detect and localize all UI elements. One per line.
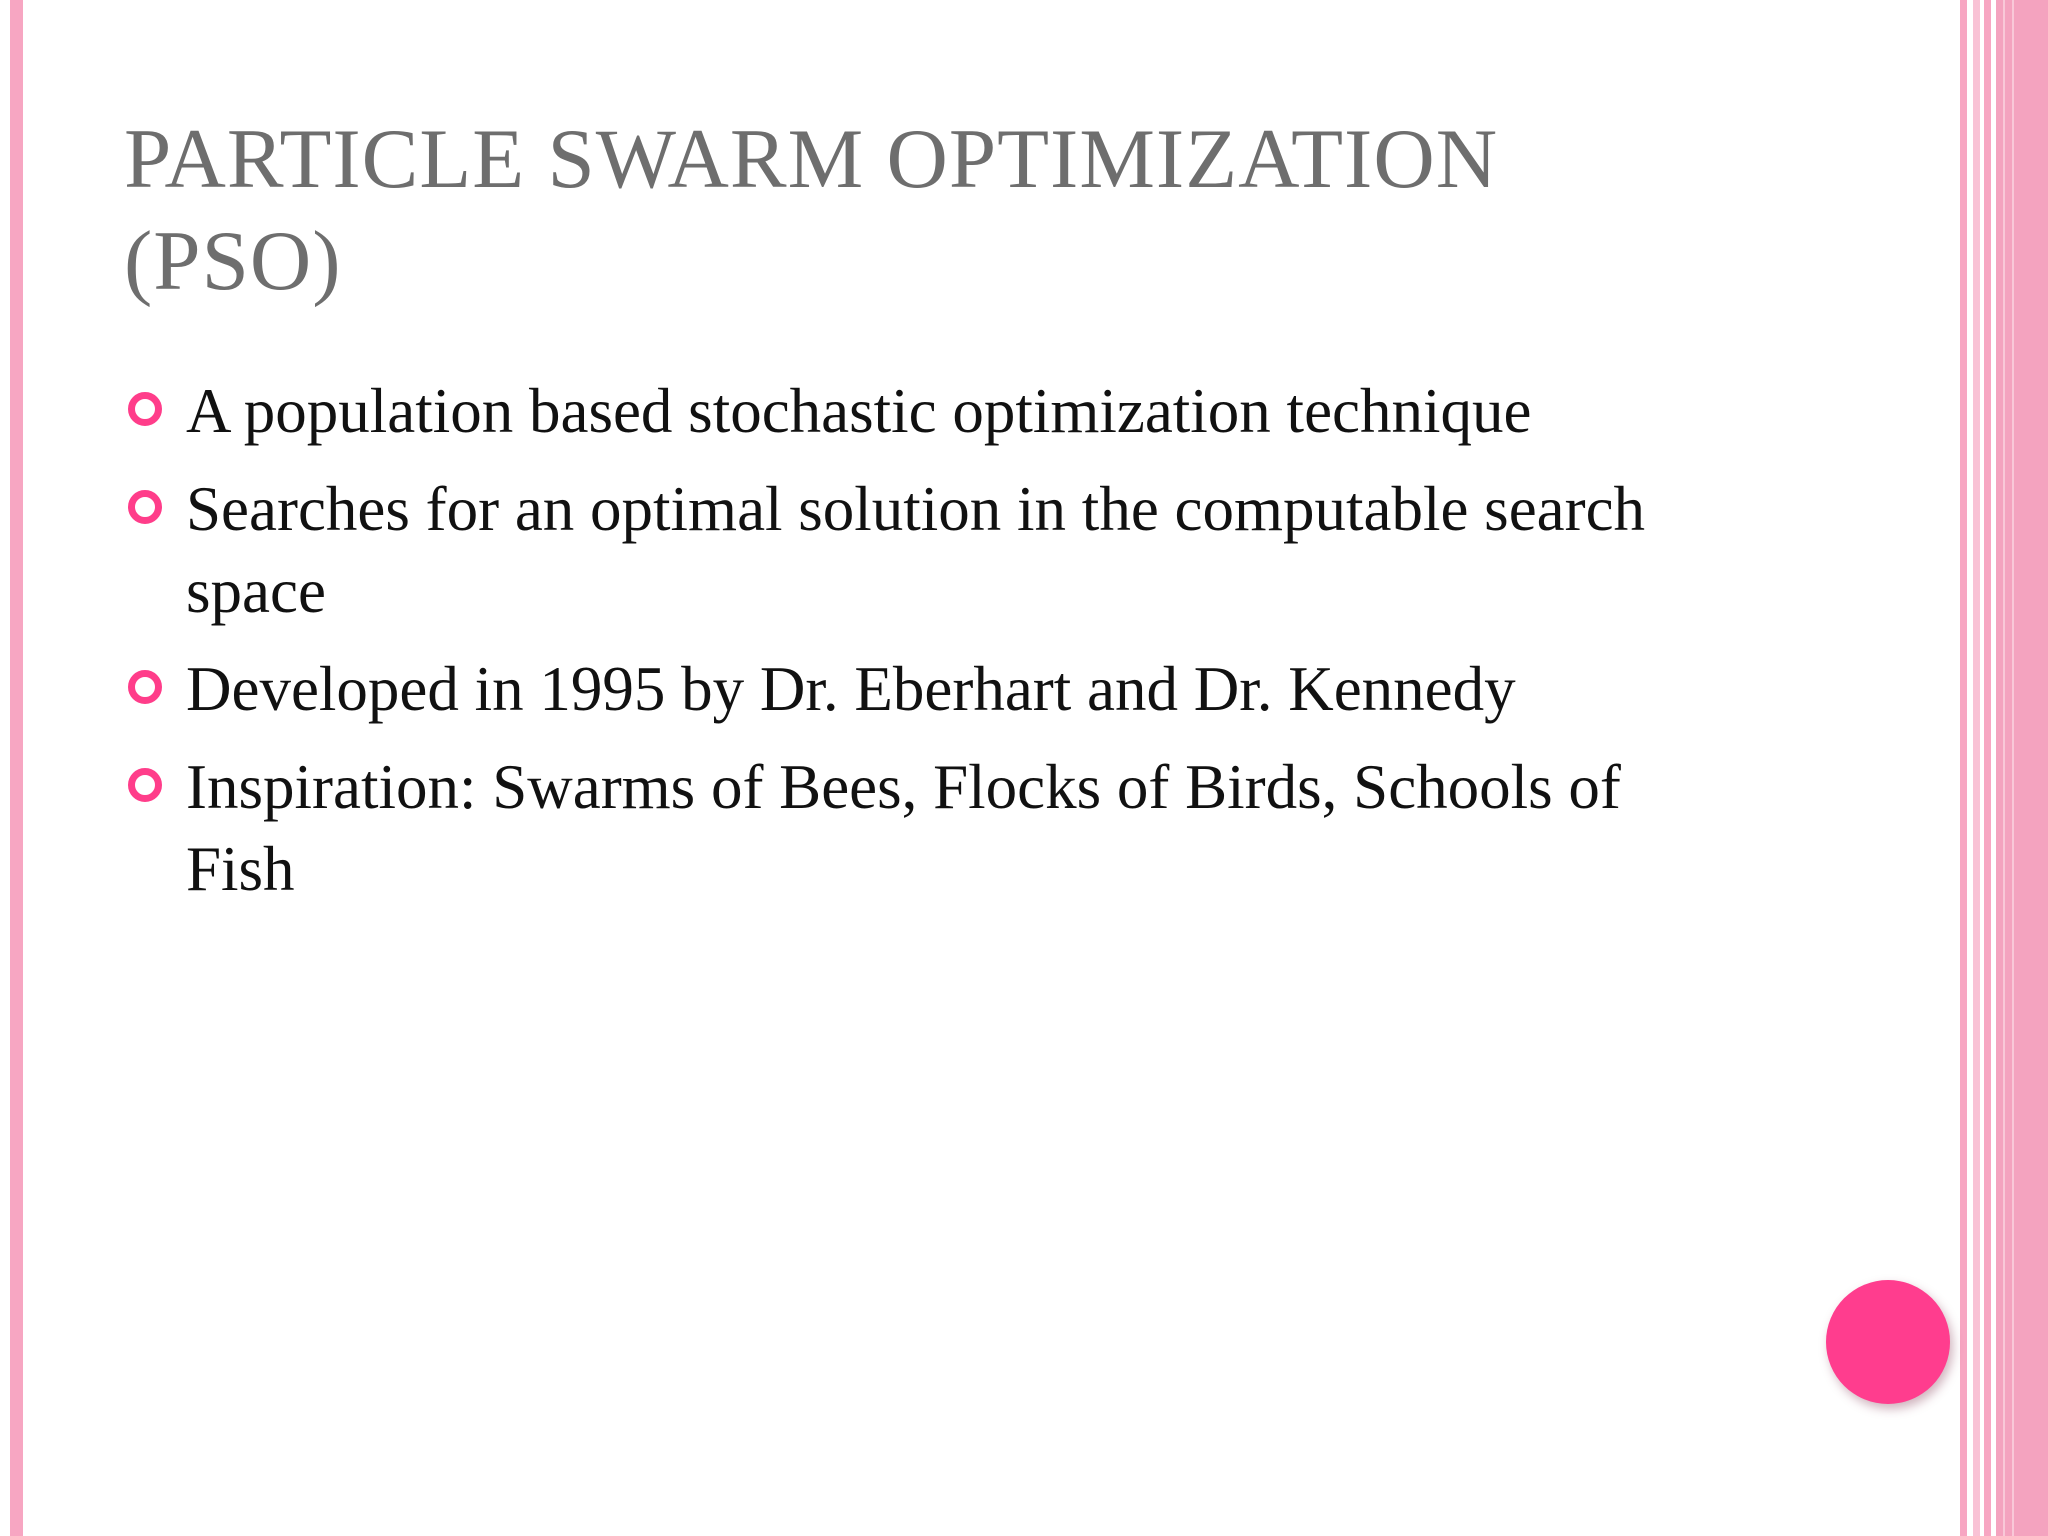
- ring-bullet-icon: [128, 490, 162, 524]
- bullet-text: Developed in 1995 by Dr. Eberhart and Dr. Kennedy: [186, 654, 1516, 724]
- ring-bullet-icon: [128, 768, 162, 802]
- right-border-line: [2003, 0, 2005, 1536]
- list-item: [124, 746, 1684, 910]
- list-item: [124, 648, 1684, 730]
- bullet-text: Inspiration: Swarms of Bees, Flocks of Birds, Schools of Fish: [186, 752, 1621, 904]
- bullet-text: A population based stochastic optimization technique: [186, 376, 1532, 446]
- right-border-stripe: [1960, 0, 1967, 1536]
- bullet-list: [124, 370, 1684, 926]
- list-item: [124, 468, 1684, 632]
- right-border-stripe: [1973, 0, 1980, 1536]
- navigation-dot[interactable]: [1826, 1280, 1950, 1404]
- right-border-line: [2012, 0, 2014, 1536]
- list-item: [124, 370, 1684, 452]
- right-border-stripe: [1984, 0, 1991, 1536]
- left-border-stripe: [10, 0, 23, 1536]
- ring-bullet-icon: [128, 670, 162, 704]
- slide-title-line: (PSO): [124, 214, 342, 308]
- slide-title: [124, 108, 1724, 312]
- ring-bullet-icon: [128, 392, 162, 426]
- bullet-text: Searches for an optimal solution in the computable search space: [186, 474, 1646, 626]
- slide-title-line: PARTICLE SWARM OPTIMIZATION: [124, 112, 1499, 206]
